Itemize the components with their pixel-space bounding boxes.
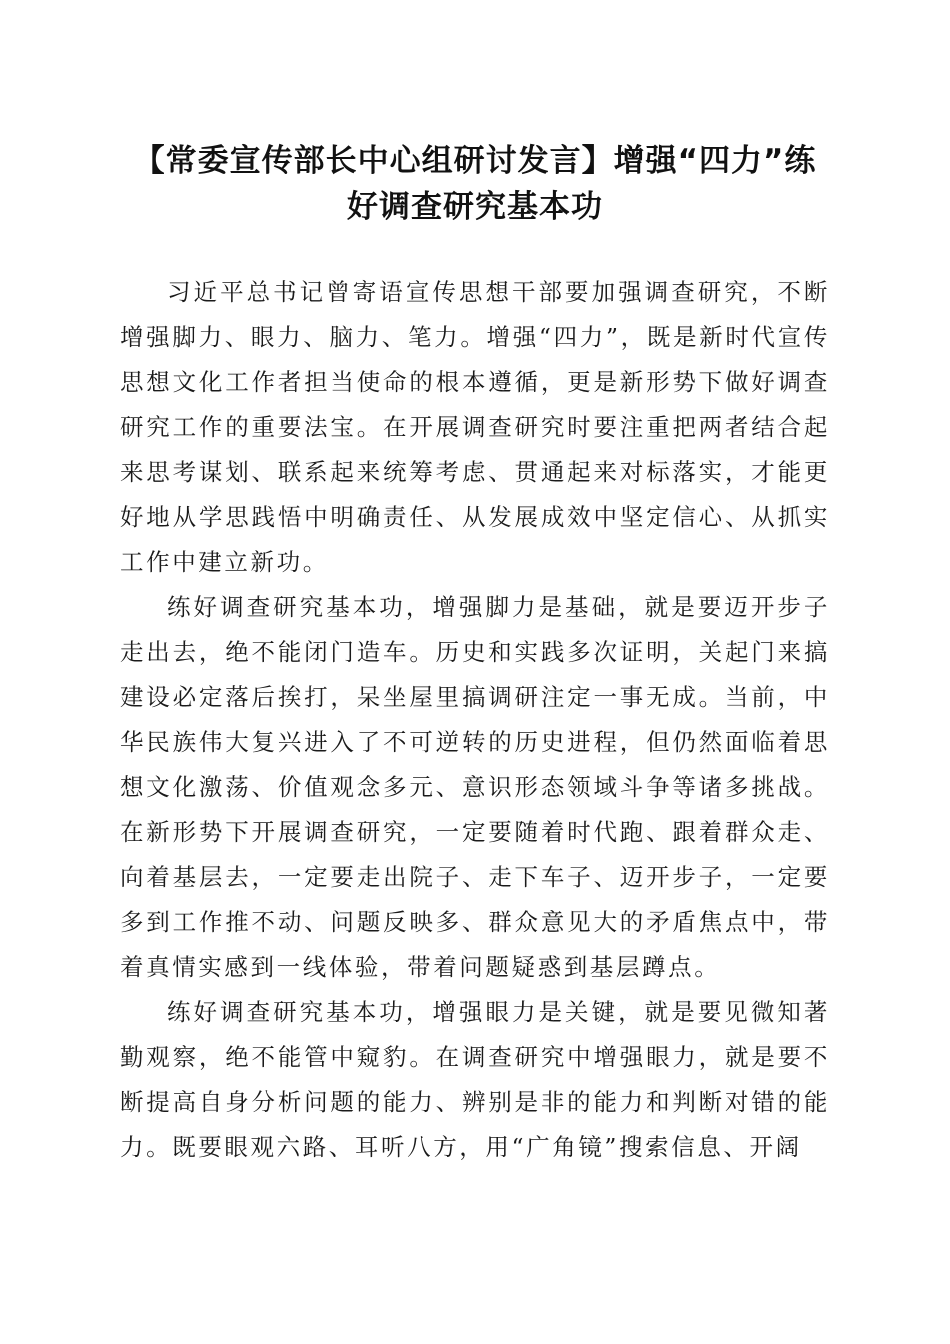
document-title: 【常委宣传部长中心组研讨发言】增强“四力”练好调查研究基本功	[133, 143, 817, 225]
document-body	[120, 270, 830, 1170]
paragraph-footwork: 练好调查研究基本功，增强脚力是基础，就是要迈开步子走出去，绝不能闭门造车。历史和实践多次证明，关起门来搞建设必定落后挨打，呆坐屋里搞调研注定一事无成。当前，中华民族伟大复兴进入了不可逆转的历史进程，但仍然面临着思想文化激荡、价值观念多元、意识形态领域斗争等诸多挑战。在新形势下开展调查研究，一定要随着时代跑、跟着群众走、向着基层去，一定要走出院子、走下车子、迈开步子，一定要多到工作推不动、问题反映多、群众意见大的矛盾焦点中，带着真情实感到一线体验，带着问题疑惑到基层蹲点。	[120, 593, 830, 981]
paragraph-intro: 习近平总书记曾寄语宣传思想干部要加强调查研究，不断增强脚力、眼力、脑力、笔力。增强“四力”，既是新时代宣传思想文化工作者担当使命的根本遵循，更是新形势下做好调查研究工作的重要法宝。在开展调查研究时要注重把两者结合起来思考谋划、联系起来统筹考虑、贯通起来对标落实，才能更好地从学思践悟中明确责任、从发展成效中坚定信心、从抓实工作中建立新功。	[120, 278, 830, 576]
paragraph-eyesight: 练好调查研究基本功，增强眼力是关键，就是要见微知著勤观察，绝不能管中窥豹。在调查研究中增强眼力，就是要不断提高自身分析问题的能力、辨别是非的能力和判断对错的能力。既要眼观六路、耳听八方，用“广角镜”搜索信息、开阔	[120, 998, 830, 1161]
